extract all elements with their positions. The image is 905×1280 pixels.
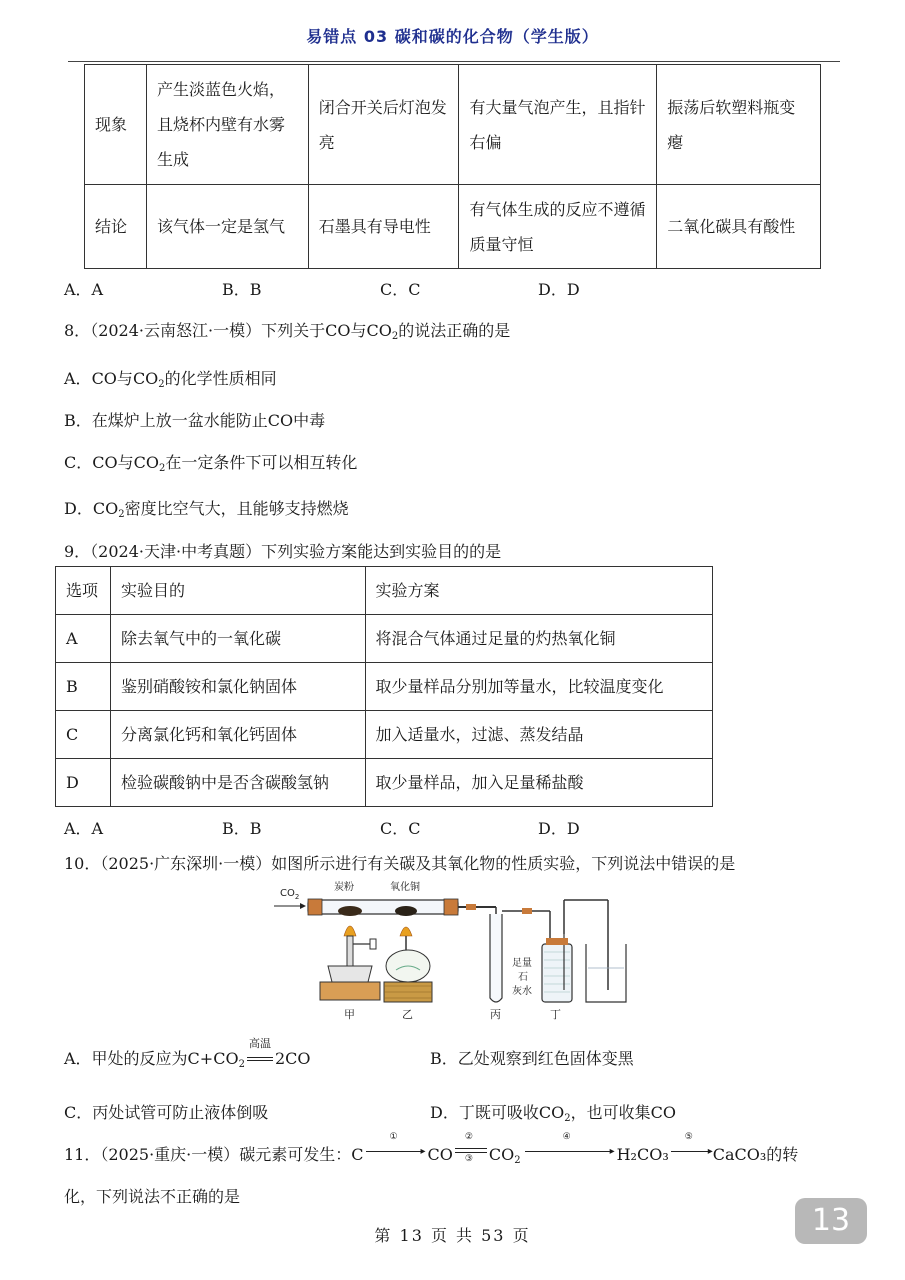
- copper-oxide-label: 氧化铜: [390, 882, 420, 893]
- q7-cell: 振荡后软塑料瓶变瘪: [657, 65, 821, 185]
- q7-row-conclusion: [85, 185, 821, 269]
- co2-label: $CO_2$: [280, 888, 300, 901]
- reaction-tube: [308, 900, 458, 914]
- q9-option-d[interactable]: D．D: [538, 819, 580, 838]
- header-divider: [68, 61, 840, 62]
- q9-option-b[interactable]: B．B: [222, 819, 262, 838]
- q9-row: A 除去氧气中的一氧化碳 将混合气体通过足量的灼热氧化铜: [56, 615, 713, 663]
- q7-cell: 该气体一定是氢气: [146, 185, 308, 269]
- reaction-condition: 高温: [245, 1049, 275, 1068]
- q7-table: [84, 64, 821, 269]
- q10-stem: 10．（2025·广东深圳·一模）如图所示进行有关碳及其氧化物的性质实验，下列说法中错误的是: [64, 854, 736, 873]
- q9-header-cell: 实验方案: [365, 567, 712, 615]
- q7-cell: 产生淡蓝色火焰，且烧杯内壁有水雾生成: [146, 65, 308, 185]
- q9-row: C 分离氯化钙和氧化钙固体 加入适量水，过滤、蒸发结晶: [56, 711, 713, 759]
- beaker: [586, 944, 626, 1002]
- q9-header-cell: 实验目的: [110, 567, 365, 615]
- q8-option-b[interactable]: B．在煤炉上放一盆水能防止CO中毒: [64, 411, 326, 430]
- page-footer: 第 13 页 共 53 页: [374, 1226, 531, 1245]
- q7-row-label: 现象: [85, 65, 147, 185]
- q7-option-d[interactable]: D．D: [538, 280, 580, 299]
- copper-oxide: [395, 906, 417, 916]
- label-jia: 甲: [344, 1008, 355, 1021]
- limewater-label-3: 灰水: [512, 986, 532, 997]
- limewater-label-2: 石: [518, 972, 528, 983]
- bottle-ding: [542, 944, 572, 1002]
- q7-cell: 二氧化碳具有酸性: [657, 185, 821, 269]
- q8-stem: 8．（2024·云南怒江·一模）下列关于CO与$CO_2$的说法正确的是: [64, 321, 511, 342]
- q8-option-c[interactable]: C．CO与$CO_2$在一定条件下可以相互转化: [64, 453, 358, 474]
- q10-option-d[interactable]: D．丁既可吸收$CO_2$，也可收集CO: [430, 1103, 676, 1124]
- carbon-powder: [338, 906, 362, 916]
- q9-header-cell: 选项: [56, 567, 111, 615]
- arrow-4: ④ ▸: [521, 1144, 617, 1158]
- q9-row: D 检验碳酸钠中是否含碳酸氢钠 取少量样品，加入足量稀盐酸: [56, 759, 713, 807]
- q10-option-a[interactable]: A．甲处的反应为$C+CO_2$ 高温 2CO: [64, 1037, 311, 1070]
- flame-jia: [344, 926, 356, 936]
- q7-cell: 闭合开关后灯泡发亮: [308, 65, 459, 185]
- arrow-5: ⑤ ▸: [669, 1144, 713, 1158]
- q9-header-row: [56, 567, 713, 615]
- q7-option-b[interactable]: B．B: [222, 280, 262, 299]
- q7-option-c[interactable]: C．C: [380, 280, 421, 299]
- label-bing: 丙: [490, 1008, 501, 1021]
- q9-stem: 9．（2024·天津·中考真题）下列实验方案能达到实验目的的是: [64, 542, 502, 561]
- q10-option-c[interactable]: C．丙处试管可防止液体倒吸: [64, 1103, 269, 1122]
- burner-jia: [328, 966, 372, 982]
- q7-row-label: 结论: [85, 185, 147, 269]
- q9-table: [55, 566, 713, 807]
- q9-option-c[interactable]: C．C: [380, 819, 421, 838]
- flame-yi: [400, 927, 412, 936]
- arrow-2-3: ② ③: [453, 1142, 489, 1160]
- limewater-label-1: 足量: [512, 958, 532, 969]
- q7-cell: 有气体生成的反应不遵循质量守恒: [459, 185, 657, 269]
- q7-cell: 石墨具有导电性: [308, 185, 459, 269]
- arrow-1: ① ▸: [364, 1144, 428, 1158]
- q10-apparatus-figure: [268, 878, 638, 1023]
- page-number-badge: 13: [795, 1198, 867, 1244]
- q11-stem: 11．（2025·重庆·一模）碳元素可发生：C ① ▸ CO ② ③ $CO_2$ ④ ▸ H₂CO₃ ⑤ ▸ CaCO₃的转: [64, 1132, 799, 1166]
- page-header-title: 易错点 03 碳和碳的化合物（学生版）: [306, 27, 599, 46]
- q9-row: B 鉴别硝酸铵和氯化钠固体 取少量样品分别加等量水，比较温度变化: [56, 663, 713, 711]
- carbon-powder-label: 炭粉: [334, 882, 354, 893]
- q7-row-phenomenon: [85, 65, 821, 185]
- q8-option-d[interactable]: D．$CO_2$密度比空气大，且能够支持燃烧: [64, 499, 349, 520]
- test-tube-bing: [490, 914, 502, 1002]
- q7-option-a[interactable]: A．A: [64, 280, 104, 299]
- q8-option-a[interactable]: A．CO与$CO_2$的化学性质相同: [64, 369, 277, 390]
- q11-stem-line2: 化，下列说法不正确的是: [64, 1187, 241, 1206]
- q10-option-b[interactable]: B．乙处观察到红色固体变黑: [430, 1049, 634, 1068]
- q7-cell: 有大量气泡产生，且指针右偏: [459, 65, 657, 185]
- label-yi: 乙: [402, 1008, 413, 1021]
- q9-option-a[interactable]: A．A: [64, 819, 104, 838]
- label-ding: 丁: [550, 1008, 561, 1021]
